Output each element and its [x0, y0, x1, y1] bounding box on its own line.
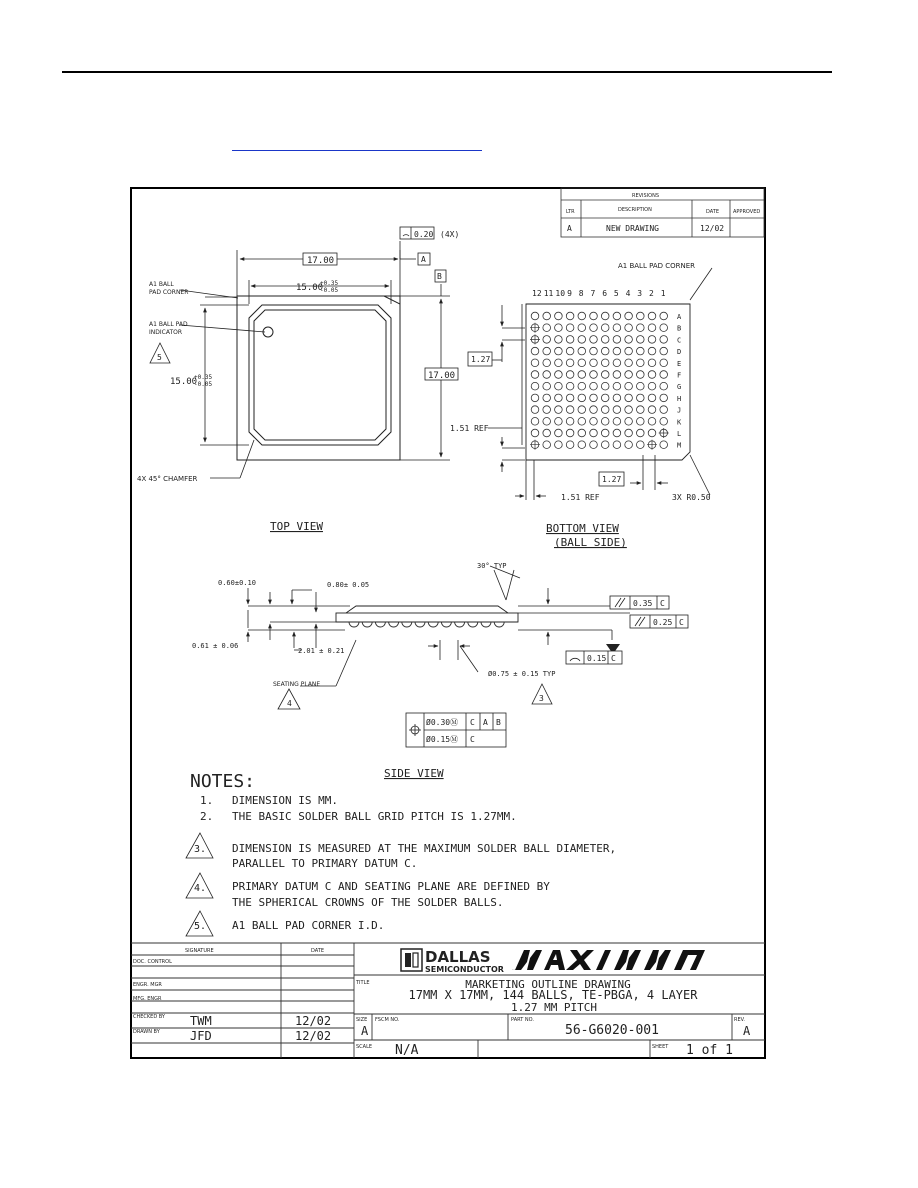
- fscm-label: FSCM NO.: [375, 1017, 400, 1023]
- solder-ball: [660, 406, 668, 414]
- solder-ball: [625, 336, 633, 344]
- solder-ball: [637, 418, 645, 426]
- profile-value: 0.15: [587, 654, 607, 663]
- solder-ball: [566, 429, 574, 437]
- solder-ball: [625, 312, 633, 320]
- side-solder-ball: [402, 622, 412, 627]
- solder-ball: [555, 347, 563, 355]
- solder-ball: [590, 324, 598, 332]
- solder-ball: [637, 441, 645, 449]
- solder-ball: [578, 336, 586, 344]
- checked-by-name: TWM: [190, 1014, 212, 1028]
- solder-ball: [601, 324, 609, 332]
- note4-line1: PRIMARY DATUM C AND SEATING PLANE ARE DEFINED BY: [232, 880, 550, 893]
- a1-indicator-line1: A1 BALL PAD: [149, 321, 188, 328]
- top-inner-height-tol-minus: -0.05: [194, 381, 213, 388]
- solder-ball: [601, 406, 609, 414]
- title-line3: 1.27 MM PITCH: [510, 1001, 598, 1014]
- notes-heading: NOTES:: [190, 771, 256, 792]
- solder-ball: [613, 336, 621, 344]
- parallelism-2: 0.25: [653, 618, 673, 627]
- solder-ball: [637, 382, 645, 390]
- solder-ball: [566, 418, 574, 426]
- date-header: DATE: [311, 948, 325, 954]
- ref-v: 1.51 REF: [450, 424, 489, 433]
- part-no-label: PART NO.: [511, 1017, 534, 1023]
- ball-crosshair: [659, 428, 669, 438]
- note4-marker: 4: [287, 699, 292, 708]
- flatness-value: 0.20: [414, 230, 434, 239]
- side-balls: [349, 622, 504, 627]
- solder-ball: [660, 418, 668, 426]
- solder-ball: [625, 406, 633, 414]
- column-number: 5: [613, 289, 619, 298]
- row-letter: A: [677, 313, 682, 321]
- size-label: SIZE: [356, 1017, 368, 1023]
- row-letter: G: [677, 383, 682, 392]
- row-letter: E: [677, 359, 682, 368]
- note1-text: DIMENSION IS MM.: [232, 794, 338, 807]
- column-numbers: [532, 289, 666, 298]
- column-number: 1: [660, 289, 666, 298]
- dallas-logo: [401, 948, 504, 974]
- side-solder-ball: [468, 622, 478, 627]
- solder-ball: [625, 382, 633, 390]
- bottom-view-subtitle: (BALL SIDE): [554, 536, 627, 549]
- side-view-dimensions: [248, 566, 630, 686]
- solder-ball: [578, 347, 586, 355]
- solder-ball: [555, 394, 563, 402]
- solder-ball: [590, 418, 598, 426]
- solder-ball: [601, 371, 609, 379]
- solder-ball: [543, 394, 551, 402]
- row-letter: D: [677, 348, 682, 357]
- solder-ball: [637, 359, 645, 367]
- solder-ball: [578, 406, 586, 414]
- solder-ball: [543, 359, 551, 367]
- rev-col-ltr: LTR: [566, 209, 575, 215]
- solder-ball: [531, 359, 539, 367]
- drawn-by-label: DRAWN BY: [133, 1029, 160, 1035]
- solder-ball: [531, 418, 539, 426]
- checked-date: 12/02: [295, 1014, 332, 1028]
- solder-ball: [590, 429, 598, 437]
- solder-ball: [555, 429, 563, 437]
- ball-radius: 3X R0.50: [672, 493, 711, 502]
- side-solder-ball: [415, 622, 425, 627]
- solder-ball: [555, 336, 563, 344]
- solder-ball: [660, 394, 668, 402]
- solder-ball: [578, 441, 586, 449]
- position-tol-2-datum-c: C: [470, 735, 475, 744]
- flatness-count: (4X): [440, 230, 460, 239]
- solder-ball: [613, 312, 621, 320]
- solder-ball: [613, 441, 621, 449]
- solder-ball: [648, 429, 656, 437]
- ball-grid: [530, 312, 669, 450]
- rev-row-date: 12/02: [700, 224, 725, 233]
- solder-ball: [555, 312, 563, 320]
- solder-ball: [578, 394, 586, 402]
- side-solder-ball: [481, 622, 491, 627]
- position-tol-1: Ø0.30Ⓜ: [426, 718, 459, 727]
- top-view-title: TOP VIEW: [270, 520, 323, 533]
- solder-ball: [531, 394, 539, 402]
- note2-number: 2.: [200, 810, 214, 823]
- solder-ball: [648, 312, 656, 320]
- solder-ball: [625, 347, 633, 355]
- note1-number: 1.: [200, 794, 214, 807]
- top-inner-width-tol-plus: +0.35: [320, 280, 339, 287]
- solder-ball: [543, 418, 551, 426]
- profile-datum: C: [611, 654, 616, 663]
- side-solder-ball: [389, 622, 399, 627]
- solder-ball: [601, 429, 609, 437]
- row-letter: J: [677, 406, 682, 415]
- solder-ball: [543, 371, 551, 379]
- note3-line1: DIMENSION IS MEASURED AT THE MAXIMUM SOLDER BALL DIAMETER,: [232, 842, 617, 855]
- ball-crosshair: [647, 440, 657, 450]
- chamfer-label: 4X 45° CHAMFER: [137, 475, 198, 483]
- signature-header: SIGNATURE: [185, 948, 214, 954]
- solder-ball: [543, 382, 551, 390]
- solder-ball: [613, 418, 621, 426]
- parallelism-2-datum: C: [679, 618, 684, 627]
- top-inner-height-tol-plus: +0.35: [194, 374, 213, 381]
- solder-ball: [648, 394, 656, 402]
- solder-ball: [531, 347, 539, 355]
- dim-061: 0.61 ± 0.06: [192, 642, 239, 650]
- column-number: 2: [649, 289, 654, 298]
- solder-ball: [613, 382, 621, 390]
- note5-number: 5.: [194, 921, 207, 932]
- bottom-view-title: BOTTOM VIEW: [546, 522, 619, 535]
- solder-ball: [555, 382, 563, 390]
- side-solder-ball: [441, 622, 451, 627]
- column-number: 6: [602, 289, 608, 298]
- size-value: A: [361, 1024, 369, 1038]
- row-letter: H: [677, 394, 682, 403]
- rev-col-date: DATE: [706, 209, 720, 215]
- row-letter: B: [677, 324, 682, 333]
- rev-value: A: [743, 1024, 751, 1038]
- side-solder-ball: [349, 622, 359, 627]
- solder-ball: [555, 324, 563, 332]
- solder-ball: [601, 359, 609, 367]
- position-tol-1-datum-c: C: [470, 718, 475, 727]
- top-inner-width-tol-minus: -0.05: [320, 287, 339, 294]
- solder-ball: [613, 429, 621, 437]
- title-label: TITLE: [356, 980, 370, 986]
- top-height: 17.00: [428, 371, 456, 381]
- side-solder-ball: [428, 622, 438, 627]
- datum-a: A: [421, 255, 426, 264]
- datum-b: B: [437, 272, 442, 281]
- solder-ball: [648, 406, 656, 414]
- solder-ball: [660, 382, 668, 390]
- solder-ball: [566, 324, 574, 332]
- row-letter: K: [677, 418, 682, 427]
- part-number: 56-G6020-001: [565, 1023, 659, 1038]
- solder-ball: [625, 418, 633, 426]
- top-width: 17.00: [307, 256, 335, 266]
- solder-ball: [648, 382, 656, 390]
- top-view-package: [237, 296, 400, 460]
- solder-ball: [613, 347, 621, 355]
- solder-ball: [531, 429, 539, 437]
- parallelism-1: 0.35: [633, 599, 653, 608]
- ball-crosshair: [530, 323, 540, 333]
- solder-ball: [543, 347, 551, 355]
- engr-mgr-label: ENGR. MGR: [133, 982, 162, 988]
- drawn-date: 12/02: [295, 1029, 332, 1043]
- side-solder-ball: [494, 622, 504, 627]
- column-number: 3: [637, 289, 643, 298]
- solder-ball: [601, 418, 609, 426]
- solder-ball: [555, 406, 563, 414]
- solder-ball: [660, 441, 668, 449]
- seating-plane: SEATING PLANE: [273, 681, 321, 688]
- solder-ball: [578, 382, 586, 390]
- side-view-title: SIDE VIEW: [384, 767, 444, 780]
- solder-ball: [648, 359, 656, 367]
- note3-line2: PARALLEL TO PRIMARY DATUM C.: [232, 857, 418, 870]
- drawn-by-name: JFD: [190, 1029, 212, 1043]
- a1-corner-line2: PAD CORNER: [149, 289, 189, 296]
- solder-ball: [555, 441, 563, 449]
- solder-ball: [660, 324, 668, 332]
- solder-ball: [543, 336, 551, 344]
- solder-ball: [578, 371, 586, 379]
- solder-ball: [660, 371, 668, 379]
- solder-ball: [566, 382, 574, 390]
- ball-crosshair: [530, 334, 540, 344]
- ball-diameter: Ø0.75 ± 0.15 TYP: [488, 670, 556, 678]
- solder-ball: [601, 382, 609, 390]
- solder-ball: [660, 336, 668, 344]
- logo-maxim: MAXIM: [512, 970, 516, 971]
- solder-ball: [578, 324, 586, 332]
- solder-ball: [578, 429, 586, 437]
- solder-ball: [625, 441, 633, 449]
- note5-text: A1 BALL PAD CORNER I.D.: [232, 919, 385, 932]
- solder-ball: [625, 359, 633, 367]
- rev-label: REV.: [734, 1017, 745, 1023]
- position-tol-1-datum-a: A: [483, 718, 488, 727]
- scale-value: N/A: [395, 1043, 419, 1058]
- column-number: 11: [543, 289, 554, 298]
- side-view-package: [336, 606, 518, 622]
- solder-ball: [566, 394, 574, 402]
- solder-ball: [543, 312, 551, 320]
- solder-ball: [637, 406, 645, 414]
- solder-ball: [531, 371, 539, 379]
- solder-ball: [601, 394, 609, 402]
- solder-ball: [590, 336, 598, 344]
- revisions-heading: REVISIONS: [632, 193, 660, 199]
- solder-ball: [543, 429, 551, 437]
- rev-row-description: NEW DRAWING: [606, 224, 659, 233]
- column-number: 10: [555, 289, 566, 298]
- solder-ball: [625, 324, 633, 332]
- a1-indicator-line2: INDICATOR: [149, 329, 183, 336]
- dim-060: 0.60±0.10: [218, 579, 256, 587]
- solder-ball: [637, 324, 645, 332]
- solder-ball: [531, 382, 539, 390]
- parallelism-1-datum: C: [660, 599, 665, 608]
- column-number: 4: [625, 289, 631, 298]
- solder-ball: [590, 359, 598, 367]
- mfg-engr-label: MFG. ENGR: [133, 996, 162, 1002]
- solder-ball: [648, 324, 656, 332]
- doc-control-label: DOC. CONTROL: [133, 959, 172, 965]
- solder-ball: [637, 429, 645, 437]
- solder-ball: [566, 336, 574, 344]
- solder-ball: [660, 359, 668, 367]
- solder-ball: [590, 406, 598, 414]
- solder-ball: [578, 312, 586, 320]
- dim-080: 0.80± 0.05: [327, 581, 370, 589]
- solder-ball: [637, 312, 645, 320]
- solder-ball: [648, 371, 656, 379]
- note5-marker: 5: [157, 353, 162, 362]
- solder-ball: [590, 371, 598, 379]
- rev-row-ltr: A: [567, 224, 572, 233]
- row-letter: C: [677, 336, 682, 345]
- solder-ball: [590, 394, 598, 402]
- position-tol-2: Ø0.15Ⓜ: [426, 735, 459, 744]
- ref-h: 1.51 REF: [561, 493, 600, 502]
- solder-ball: [601, 441, 609, 449]
- row-letter: L: [677, 430, 682, 438]
- solder-ball: [543, 406, 551, 414]
- solder-ball: [590, 441, 598, 449]
- row-letter: F: [677, 371, 682, 380]
- solder-ball: [613, 359, 621, 367]
- bottom-a1-corner: A1 BALL PAD CORNER: [618, 262, 696, 270]
- solder-ball: [566, 441, 574, 449]
- title-line2: 17MM X 17MM, 144 BALLS, TE-PBGA, 4 LAYER: [408, 988, 698, 1002]
- solder-ball: [566, 312, 574, 320]
- dim-201: 2.01 ± 0.21: [298, 647, 345, 655]
- note2-text: THE BASIC SOLDER BALL GRID PITCH IS 1.27MM.: [232, 810, 517, 823]
- solder-ball: [613, 371, 621, 379]
- angle-label: 30° TYP: [477, 562, 507, 570]
- solder-ball: [601, 336, 609, 344]
- solder-ball: [660, 312, 668, 320]
- solder-ball: [555, 359, 563, 367]
- solder-ball: [660, 347, 668, 355]
- top-inner-height: 15.00: [170, 377, 198, 387]
- solder-ball: [531, 312, 539, 320]
- solder-ball: [625, 429, 633, 437]
- solder-ball: [648, 336, 656, 344]
- row-letter: M: [677, 441, 682, 450]
- a1-corner-line1: A1 BALL: [149, 281, 174, 288]
- solder-ball: [648, 418, 656, 426]
- side-solder-ball: [455, 622, 465, 627]
- solder-ball: [601, 312, 609, 320]
- solder-ball: [637, 394, 645, 402]
- solder-ball: [566, 347, 574, 355]
- side-solder-ball: [375, 622, 385, 627]
- column-number: 8: [578, 289, 584, 298]
- scale-label: SCALE: [356, 1044, 373, 1050]
- note4-line2: THE SPHERICAL CROWNS OF THE SOLDER BALLS.: [232, 896, 504, 909]
- maxim-logo: [512, 950, 705, 971]
- solder-ball: [601, 347, 609, 355]
- solder-ball: [578, 359, 586, 367]
- solder-ball: [566, 371, 574, 379]
- sheet-label: SHEET: [652, 1044, 669, 1050]
- top-view-dimensions: [180, 241, 450, 478]
- solder-ball: [637, 371, 645, 379]
- solder-ball: [555, 371, 563, 379]
- solder-ball: [613, 406, 621, 414]
- ball-crosshair: [530, 440, 540, 450]
- solder-ball: [613, 324, 621, 332]
- solder-ball: [613, 394, 621, 402]
- solder-ball: [531, 406, 539, 414]
- column-number: 7: [590, 289, 596, 298]
- note4-number: 4.: [194, 883, 207, 894]
- logo-dallas: DALLAS: [425, 948, 491, 966]
- solder-ball: [637, 336, 645, 344]
- solder-ball: [566, 406, 574, 414]
- pitch-h: 1.27: [602, 475, 622, 484]
- row-letters: [677, 313, 682, 450]
- checked-by-label: CHECKED BY: [133, 1014, 165, 1020]
- solder-ball: [637, 347, 645, 355]
- sheet-value: 1 of 1: [686, 1043, 733, 1058]
- rev-col-description: DESCRIPTION: [618, 207, 652, 213]
- solder-ball: [543, 441, 551, 449]
- rev-col-approved: APPROVED: [733, 209, 761, 215]
- title-line1: MARKETING OUTLINE DRAWING: [465, 978, 631, 991]
- solder-ball: [590, 382, 598, 390]
- solder-ball: [625, 394, 633, 402]
- pitch-v: 1.27: [471, 355, 491, 364]
- logo-semiconductor: SEMICONDUCTOR: [425, 965, 504, 974]
- column-number: 9: [567, 289, 572, 298]
- solder-ball: [648, 347, 656, 355]
- solder-ball: [566, 359, 574, 367]
- position-tol-1-datum-b: B: [496, 718, 501, 727]
- column-number: 12: [532, 289, 542, 298]
- note3-marker: 3: [539, 694, 544, 703]
- solder-ball: [555, 418, 563, 426]
- solder-ball: [590, 312, 598, 320]
- top-inner-width: 15.00: [296, 283, 324, 293]
- note3-number: 3.: [194, 844, 207, 855]
- solder-ball: [590, 347, 598, 355]
- solder-ball: [578, 418, 586, 426]
- side-solder-ball: [362, 622, 372, 627]
- solder-ball: [625, 371, 633, 379]
- solder-ball: [543, 324, 551, 332]
